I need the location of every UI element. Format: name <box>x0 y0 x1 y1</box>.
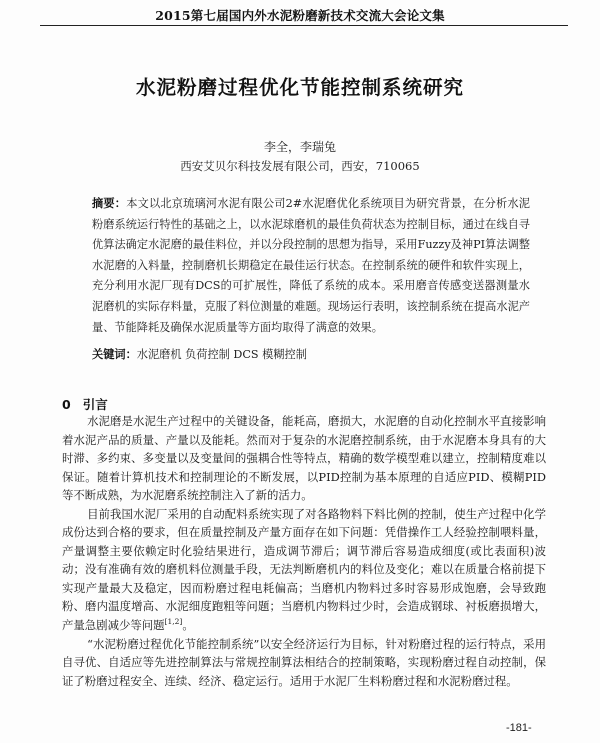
paragraph-2-end: 。 <box>182 618 194 633</box>
section-heading <box>62 395 108 413</box>
paragraph-2 <box>62 505 546 635</box>
keywords <box>92 346 530 364</box>
paper-title: 水泥粉磨过程优化节能控制系统研究 <box>135 76 464 99</box>
abstract-text: 本文以北京琉璃河水泥有限公司2#水泥磨优化系统项目为研究背景，在分析水泥粉磨系统运行特性的基础之上，以水泥球磨机的最佳负荷状态为控制目标，通过在线自寻优算法确定水泥磨的最佳料位，并以分段控制的思想为指导，采用Fuzzy及神PI算法调整水泥磨的入料量，控制磨机长期稳定在最佳运行状态。在控制系统的硬件和软件实现上，充分利用水泥厂现有DCS的可扩展性，降低了系统的成本。采用磨音传感变送器测量水泥磨机的实际存料量，克服了料位测量的难题。现场运行表明，该控制系统在提高水泥产量、节能降耗及确保水泥质量等方面均取得了满意的效果。 <box>92 197 530 334</box>
section-title: 引言 <box>82 397 108 412</box>
paragraph-1: 水泥磨是水泥生产过程中的关键设备，能耗高，磨损大，水泥磨的自动化控制水平直接影响着水泥产品的质量、产量以及能耗。然而对于复杂的水泥磨控制系统，由于水泥磨本身具有的大时滞、多约束、多变量以及变量间的强耦合性等特点，精确的数学模型难以建立，控制精度难以保证。随着计算机技术和控制理论的不断发展，以PID控制为基本原理的自适应PID、模糊PID等不断成熟，为水泥磨系统控制注入了新的活力。 <box>62 414 546 503</box>
abstract-label: 摘要： <box>92 197 127 210</box>
keywords-text: 水泥磨机 负荷控制 DCS 模糊控制 <box>136 348 307 361</box>
author-names: 李全，李瑞兔 <box>263 140 336 154</box>
running-header: 2015第七届国内外水泥粉磨新技术交流大会论文集 <box>155 8 445 23</box>
citation-ref: [1,2] <box>164 617 183 627</box>
header-rule <box>40 25 568 26</box>
paragraph-2-text: 目前我国水泥厂采用的自动配料系统实现了对各路物料下料比例的控制，使生产过程中化学成份达到合格的要求，但在质量控制及产量方面存在如下问题：凭借操作工人经验控制喂料量，产量调整主要依赖定时化验结果进行，造成调节滞后；调节滞后容易造成细度(或比表面积)波动；没有准确有效的磨机料位测量手段，无法判断磨机内的料位及变化；难以在质量合格前提下实现产量最大及稳定，因而粉磨过程电耗偏高；当磨机内物料过多时容易形成饱磨，会导致跑粉、磨内温度增高、水泥细度跑粗等问题；当磨机内物料过少时，会造成钢球、衬板磨损增大，产量急剧减少等问题 <box>62 506 546 633</box>
abstract <box>92 194 530 338</box>
paragraph-3: “水泥粉磨过程优化节能控制系统”以安全经济运行为目标，针对粉磨过程的运行特点，采用自寻优、自适应等先进控制算法与常规控制算法相结合的控制策略，实现粉磨过程自动控制，保证了粉磨过程安全、连续、经济、稳定运行。适用于水泥厂生料粉磨过程和水泥粉磨过程。 <box>62 636 546 688</box>
body-text <box>62 412 546 690</box>
section-number: 0 <box>62 397 71 412</box>
author-affiliation: 西安艾贝尔科技发展有限公司，西安，710065 <box>180 159 420 173</box>
page-number: -181- <box>506 722 532 734</box>
keywords-label: 关键词： <box>92 348 137 361</box>
